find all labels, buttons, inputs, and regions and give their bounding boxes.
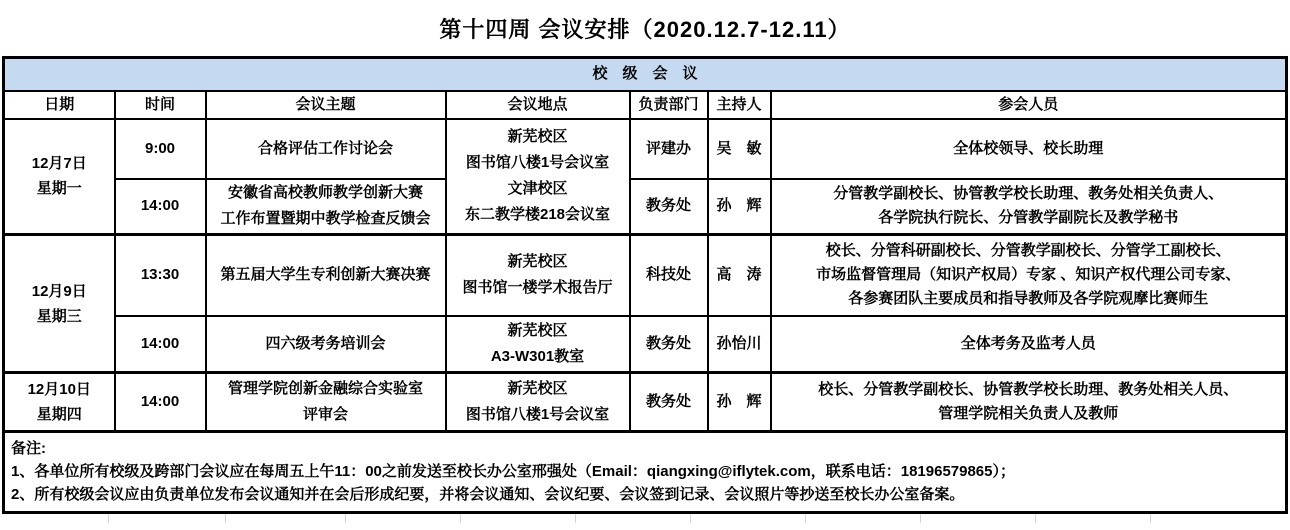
date-cell	[4, 373, 115, 432]
participants-line: 管理学院相关负责人及教师	[938, 405, 1119, 422]
date-line: 12月10日	[27, 381, 91, 398]
column-header-location: 会议地点	[446, 91, 630, 119]
host-cell: 高 涛	[708, 235, 771, 316]
time-cell: 14:00	[115, 179, 206, 235]
participants-line: 校长、分管科研副校长、分管教学副校长、分管学工副校长、	[825, 242, 1231, 260]
location-line: 图书馆八楼1号会议室	[465, 406, 610, 423]
section-header: 校 级 会 议	[4, 58, 1287, 91]
location-line: 文津校区	[507, 180, 568, 198]
department-cell: 教务处	[630, 179, 708, 235]
time-cell: 9:00	[115, 119, 206, 179]
participants-line: 分管教学副校长、协管教学校长助理、教务处相关负责人、	[833, 185, 1224, 203]
participants-line: 市场监督管理局（知识产权局）专家 、知识产权代理公司专家、	[816, 266, 1241, 284]
participants-cell	[771, 119, 1287, 179]
participants-line: 校长、分管教学副校长、协管教学校长助理、教务处相关人员、	[818, 381, 1239, 398]
location-line: 新芜校区	[507, 253, 568, 271]
table-row	[4, 235, 1287, 316]
date-cell	[4, 235, 115, 373]
page-title: 第十四周 会议安排（2020.12.7-12.11）	[439, 16, 851, 42]
topic-line: 第五届大学生专利创新大赛决赛	[220, 266, 431, 284]
participants-line: 全体校领导、校长助理	[953, 139, 1104, 157]
note-line: 1、各单位所有校级及跨部门会议应在每周五上午11：00之前发送至校长办公室邢强处（Email：qiangxing@iflytek.com，联系电话：18196579865）；	[11, 463, 1015, 480]
schedule-table	[2, 56, 1288, 433]
participants-line: 各学院执行院长、分管教学副院长及教学秘书	[878, 209, 1179, 227]
participants-cell	[771, 316, 1287, 373]
weekday-line: 星期四	[36, 406, 82, 423]
date-cell	[4, 119, 115, 235]
host-cell: 孙怡川	[708, 316, 771, 373]
department-cell: 科技处	[630, 235, 708, 316]
column-header-topic: 会议主题	[206, 91, 446, 119]
location-line: 东二教学楼218会议室	[464, 206, 611, 224]
host-cell: 孙 辉	[708, 179, 771, 235]
location-line: A3-W301教室	[490, 347, 585, 365]
location-cell	[446, 235, 630, 316]
time-cell: 14:00	[115, 373, 206, 432]
host-cell: 吴 敏	[708, 119, 771, 179]
column-header-date: 日期	[4, 91, 115, 119]
location-line: 新芜校区	[507, 321, 568, 339]
topic-cell	[206, 179, 446, 235]
location-line: 图书馆一楼学术报告厅	[462, 279, 613, 297]
topic-cell	[206, 119, 446, 179]
location-cell	[446, 119, 630, 235]
date-line: 12月7日	[31, 155, 87, 173]
topic-line: 管理学院创新金融综合实验室	[227, 380, 423, 397]
location-line: 新芜校区	[507, 128, 568, 146]
topic-line: 评审会	[302, 406, 348, 423]
table-row	[4, 119, 1287, 179]
section-header-row	[4, 58, 1287, 91]
department-cell: 教务处	[630, 316, 708, 373]
time-cell: 13:30	[115, 235, 206, 316]
topic-cell	[206, 235, 446, 316]
department-cell: 教务处	[630, 373, 708, 432]
location-line: 图书馆八楼1号会议室	[465, 154, 610, 172]
column-header-row	[4, 91, 1287, 119]
topic-line: 安徽省高校教师教学创新大赛	[227, 184, 423, 202]
topic-line: 合格评估工作讨论会	[257, 139, 393, 157]
participants-cell	[771, 235, 1287, 316]
weekday-line: 星期一	[36, 180, 82, 198]
topic-cell	[206, 373, 446, 432]
column-header-host: 主持人	[708, 91, 771, 119]
participants-cell	[771, 179, 1287, 235]
host-cell: 孙 辉	[708, 373, 771, 432]
location-cell	[446, 316, 630, 373]
participants-line: 全体考务及监考人员	[960, 334, 1096, 352]
gridline-strip	[0, 514, 1290, 523]
table-row	[4, 316, 1287, 373]
participants-line: 各参赛团队主要成员和指导教师及各学院观摩比赛师生	[848, 290, 1209, 308]
time-cell: 14:00	[115, 316, 206, 373]
column-header-time: 时间	[115, 91, 206, 119]
column-header-department: 负责部门	[630, 91, 708, 119]
notes-label: 备注:	[11, 440, 46, 457]
note-line: 2、所有校级会议应由负责单位发布会议通知并在会后形成纪要，并将会议通知、会议纪要、会议签到记录、会议照片等抄送至校长办公室备案。	[11, 486, 965, 503]
location-cell	[446, 373, 630, 432]
department-cell: 评建办	[630, 119, 708, 179]
column-header-participants: 参会人员	[771, 91, 1287, 119]
weekday-line: 星期三	[36, 307, 82, 325]
date-line: 12月9日	[31, 282, 87, 300]
topic-line: 四六级考务培训会	[265, 334, 386, 352]
table-row	[4, 179, 1287, 235]
table-row	[4, 373, 1287, 432]
notes-section	[2, 433, 1288, 514]
topic-cell	[206, 316, 446, 373]
topic-line: 工作布置暨期中教学检查反馈会	[220, 210, 431, 228]
participants-cell	[771, 373, 1287, 432]
location-line: 新芜校区	[507, 380, 568, 397]
